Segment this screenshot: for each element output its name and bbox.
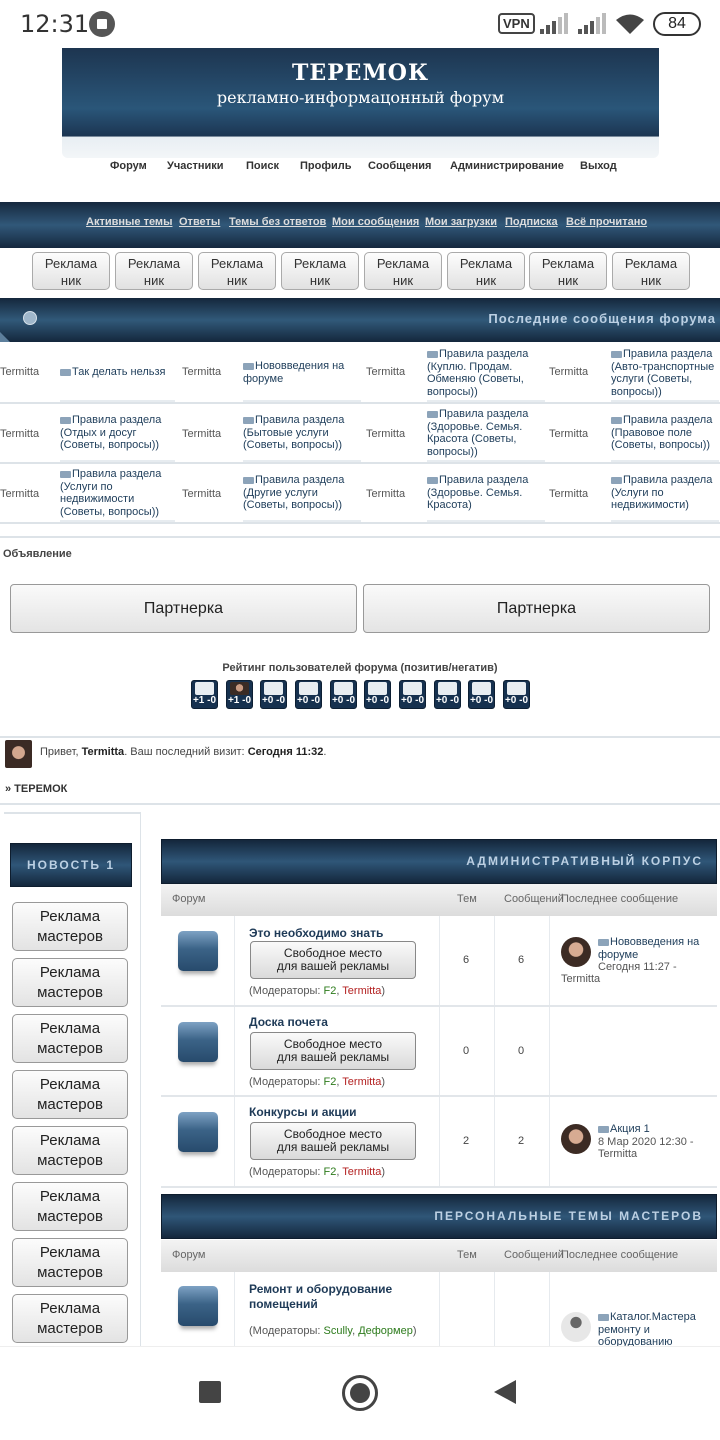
post-link[interactable]: Правила раздела (Другие услуги (Советы, вопросы)) [243, 474, 361, 522]
link-my-posts[interactable]: Мои сообщения [332, 216, 420, 228]
topic-icon [427, 477, 438, 484]
topic-icon [243, 477, 254, 484]
column-headers [161, 884, 717, 916]
vpn-icon: VPN [498, 13, 535, 34]
post-link[interactable]: Правила раздела (Правовое поле (Советы, вопросы)) [611, 414, 719, 462]
rating-badge[interactable]: +0 -0 [468, 680, 495, 709]
nav-search[interactable]: Поиск [246, 160, 280, 172]
free-ad-button[interactable]: Свободное место для вашей рекламы [250, 1122, 416, 1160]
ad-nick-button[interactable]: Рекламa ник [612, 252, 690, 290]
user-avatar [334, 682, 353, 695]
rating-badge[interactable]: +0 -0 [295, 680, 322, 709]
post-author[interactable]: Termitta [182, 366, 222, 378]
nav-profile[interactable]: Профиль [300, 160, 352, 172]
ad-masters-button[interactable]: Реклама мастеров [12, 958, 128, 1007]
user-avatar [299, 682, 318, 695]
last-posts-header [0, 298, 720, 342]
post-link[interactable]: Правила раздела (Здоровье. Семья. Красота) [427, 474, 545, 522]
table-row [0, 464, 720, 524]
topic-count: 0 [463, 1045, 470, 1057]
topic-count: 6 [463, 954, 470, 966]
post-author[interactable]: Termitta [549, 428, 589, 440]
link-replies[interactable]: Ответы [179, 216, 221, 228]
topic-count: 2 [463, 1135, 470, 1147]
last-posts-title: Последние сообщения форума [488, 311, 716, 326]
topic-icon [611, 477, 622, 484]
ad-masters-button[interactable]: Реклама мастеров [12, 1014, 128, 1063]
forum-banner[interactable] [62, 48, 659, 158]
ad-nick-button[interactable]: Рекламa ник [447, 252, 525, 290]
post-link[interactable]: Нововведения на форуме [243, 360, 361, 402]
post-author[interactable]: Termitta [549, 488, 589, 500]
post-count: 6 [518, 954, 525, 966]
rating-badge[interactable]: +0 -0 [399, 680, 426, 709]
moderators: (Модераторы: F2, Termitta) [249, 985, 386, 997]
free-ad-button[interactable]: Свободное место для вашей рекламы [250, 941, 416, 979]
forum-title[interactable]: Ремонт и оборудование помещений [249, 1282, 393, 1311]
news-header[interactable]: НОВОСТЬ 1 [10, 843, 132, 887]
link-subscriptions[interactable]: Подписка [505, 216, 558, 228]
moderators: (Модераторы: F2, Termitta) [249, 1166, 386, 1178]
battery-icon: 84 [653, 12, 701, 36]
rating-badge[interactable]: +0 -0 [503, 680, 530, 709]
topic-icon [611, 351, 622, 358]
post-link[interactable]: Правила раздела (Услуги по недвижимости (Советы, вопросы)) [60, 468, 175, 522]
col-forum: Форум [172, 893, 206, 905]
announcement-label: Объявление [3, 548, 72, 560]
breadcrumb[interactable]: » ТЕРЕМОК [5, 783, 68, 795]
topic-icon [60, 369, 71, 376]
forum-row [161, 1272, 717, 1346]
nav-forum[interactable]: Форум [110, 160, 147, 172]
post-author[interactable]: Termitta [0, 488, 40, 500]
col-forum: Форум [172, 1249, 206, 1261]
post-author[interactable]: Termitta [182, 488, 222, 500]
topic-icon [243, 417, 254, 424]
forum-title[interactable]: Это необходимо знать [249, 926, 384, 940]
user-avatar [195, 682, 214, 695]
column-headers [161, 1240, 717, 1272]
col-last: Последнее сообщение [561, 1249, 679, 1261]
rating-badge[interactable]: +0 -0 [330, 680, 357, 709]
post-author[interactable]: Termitta [366, 488, 406, 500]
wifi-icon [614, 12, 646, 36]
topic-icon [611, 417, 622, 424]
post-link[interactable]: Правила раздела (Услуги по недвижимости) [611, 474, 719, 522]
ad-nick-button[interactable]: Рекламa ник [364, 252, 442, 290]
post-author[interactable]: Termitta [549, 366, 589, 378]
post-author[interactable]: Termitta [182, 428, 222, 440]
col-posts: Сообщений [504, 1249, 564, 1261]
forum-icon[interactable] [178, 1286, 218, 1326]
ad-masters-button[interactable]: Реклама мастеров [12, 1294, 128, 1343]
ad-nick-button[interactable]: Рекламa ник [32, 252, 110, 290]
forum-icon[interactable] [178, 1022, 218, 1062]
ad-masters-button[interactable]: Реклама мастеров [12, 1238, 128, 1287]
link-my-uploads[interactable]: Мои загрузки [425, 216, 498, 228]
post-link[interactable]: Правила раздела (Бытовые услуги (Советы, вопросы)) [243, 414, 361, 462]
rating-label: Рейтинг пользователей форума (позитив/негатив) [222, 662, 498, 674]
avatar[interactable] [561, 1124, 591, 1154]
topic-icon [427, 351, 438, 358]
table-row [0, 342, 720, 404]
signal-icon-2 [578, 12, 606, 34]
forum-row [161, 916, 717, 1007]
ad-masters-button[interactable]: Реклама мастеров [12, 1182, 128, 1231]
post-link[interactable]: Правила раздела (Куплю. Продам. Обменяю (Советы, вопросы)) [427, 348, 545, 402]
col-topics: Тем [457, 893, 477, 905]
nav-admin[interactable]: Администрирование [450, 160, 564, 172]
topic-icon [60, 471, 71, 478]
home-button[interactable] [342, 1375, 378, 1411]
user-avatar [403, 682, 422, 695]
topic-icon [427, 411, 438, 418]
ad-nick-button[interactable]: Рекламa ник [115, 252, 193, 290]
moderators: (Модераторы: F2, Termitta) [249, 1076, 386, 1088]
forum-icon[interactable] [178, 1112, 218, 1152]
banner-title: ТЕРЕМОК [292, 60, 429, 86]
topic-icon [598, 1314, 609, 1321]
user-avatar [438, 682, 457, 695]
rating-badge[interactable]: +0 -0 [260, 680, 287, 709]
sub-nav [0, 202, 720, 248]
status-bar [0, 0, 720, 48]
post-count: 0 [518, 1045, 525, 1057]
ad-nick-button[interactable]: Рекламa ник [198, 252, 276, 290]
divider [0, 736, 720, 738]
topic-icon [243, 363, 254, 370]
col-last: Последнее сообщение [561, 893, 679, 905]
post-link[interactable]: Правила раздела (Отдых и досуг (Советы, вопросы)) [60, 414, 175, 462]
post-author[interactable]: Termitta [366, 428, 406, 440]
top-nav [0, 160, 720, 176]
col-posts: Сообщений [504, 893, 564, 905]
username[interactable]: Termitta [81, 746, 125, 758]
ad-nick-button[interactable]: Рекламa ник [529, 252, 607, 290]
category-header[interactable]: АДМИНИСТРАТИВНЫЙ КОРПУС [161, 839, 717, 884]
forum-row [161, 1097, 717, 1188]
post-count: 2 [518, 1135, 525, 1147]
nav-members[interactable]: Участники [167, 160, 224, 172]
last-post[interactable]: Нововведения на форуме Сегодня 11:27 - [598, 936, 700, 973]
link-active-topics[interactable]: Активные темы [86, 216, 173, 228]
signal-icon [540, 12, 568, 34]
forum-title[interactable]: Конкурсы и акции [249, 1105, 357, 1119]
avatar[interactable] [561, 1312, 591, 1342]
post-author[interactable]: Termitta [366, 366, 406, 378]
table-row [0, 404, 720, 464]
greeting: Привет, Termitta. Ваш последний визит: Сегодня 11:32. [40, 746, 327, 758]
recent-apps-button[interactable] [199, 1381, 221, 1403]
user-avatar [368, 682, 387, 695]
topic-icon [60, 417, 71, 424]
last-post[interactable]: Акция 1 8 Мар 2020 12:30 - Termitta [598, 1123, 694, 1160]
ad-masters-button[interactable]: Реклама мастеров [12, 902, 128, 951]
clock: 12:31 [20, 10, 90, 38]
partner-button-right[interactable]: Партнерка [363, 584, 710, 633]
forum-icon[interactable] [178, 931, 218, 971]
avatar[interactable] [561, 937, 591, 967]
collapse-icon[interactable] [23, 311, 37, 325]
col-topics: Тем [457, 1249, 477, 1261]
divider [0, 803, 720, 805]
last-post[interactable]: Каталог.Мастера ремонту и оборудованию [598, 1311, 696, 1346]
nav-logout[interactable]: Выход [580, 160, 617, 172]
user-avatar [230, 682, 249, 695]
rating-badge[interactable]: +1 -0 [226, 680, 253, 709]
category-header[interactable]: ПЕРСОНАЛЬНЫЕ ТЕМЫ МАСТЕРОВ [161, 1194, 717, 1239]
link-mark-read[interactable]: Всё прочитано [566, 216, 648, 228]
rating-badge[interactable]: +0 -0 [364, 680, 391, 709]
partner-button-left[interactable]: Партнерка [10, 584, 357, 633]
corner-decoration [0, 332, 10, 342]
nav-messages[interactable]: Сообщения [368, 160, 432, 172]
last-post-user[interactable]: Termitta [561, 973, 601, 985]
screen-record-icon [89, 11, 115, 37]
divider [0, 536, 720, 538]
post-author[interactable]: Termitta [0, 366, 40, 378]
free-ad-button[interactable]: Свободное место для вашей рекламы [250, 1032, 416, 1070]
user-avatar[interactable] [5, 740, 32, 768]
topic-icon [598, 1126, 609, 1133]
rating-badge[interactable]: +1 -0 [191, 680, 218, 709]
banner-subtitle: рекламно-информацонный форум [216, 88, 505, 107]
forum-row [161, 1007, 717, 1097]
moderators: (Модераторы: Scully, Деформер) [249, 1325, 417, 1337]
ad-nick-button[interactable]: Рекламa ник [281, 252, 359, 290]
ad-buttons-row [0, 250, 720, 294]
user-avatar [264, 682, 283, 695]
rating-badge[interactable]: +0 -0 [434, 680, 461, 709]
user-avatar [507, 682, 526, 695]
post-link[interactable]: Правила раздела (Здоровье. Семья. Красота (Советы, вопросы)) [427, 408, 545, 462]
link-unanswered[interactable]: Темы без ответов [229, 216, 327, 228]
back-button[interactable] [494, 1380, 516, 1404]
ad-masters-button[interactable]: Реклама мастеров [12, 1070, 128, 1119]
topic-icon [598, 939, 609, 946]
user-avatar [472, 682, 491, 695]
post-link[interactable]: Правила раздела (Авто-транспортные услуги (Советы, вопросы)) [611, 348, 719, 402]
ad-masters-button[interactable]: Реклама мастеров [12, 1126, 128, 1175]
post-link[interactable]: Так делать нельзя [60, 366, 175, 402]
forum-title[interactable]: Доска почета [249, 1015, 328, 1029]
post-author[interactable]: Termitta [0, 428, 40, 440]
